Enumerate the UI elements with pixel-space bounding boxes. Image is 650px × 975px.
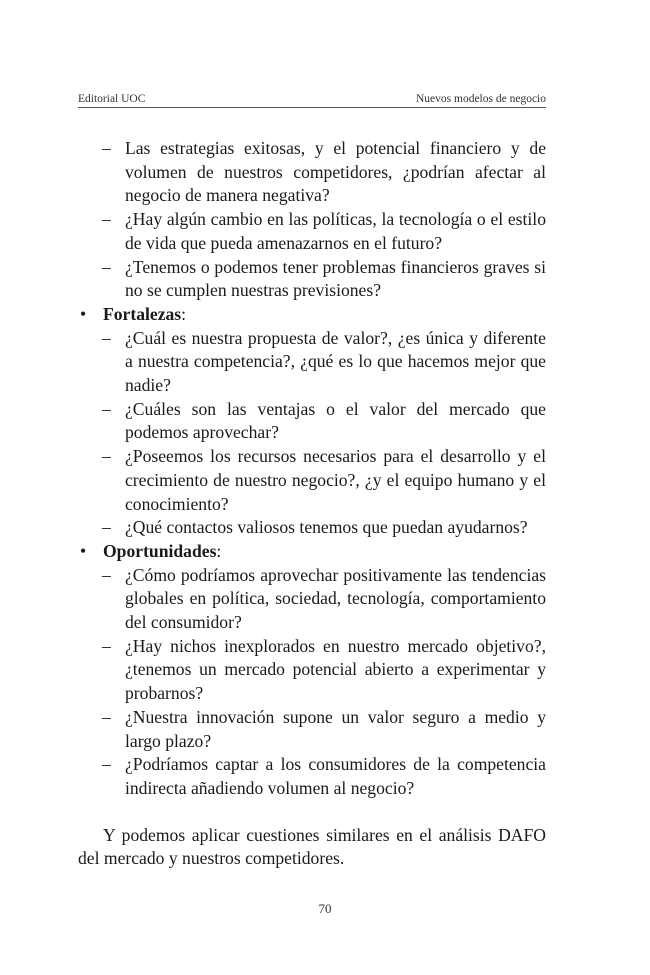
section-oportunidades: [78, 540, 546, 564]
list-item: [78, 753, 546, 800]
section-heading: Fortalezas: [103, 303, 182, 324]
list-item: [78, 635, 546, 706]
heading-suffix: :: [181, 303, 187, 324]
list-item-text: ¿Cuál es nuestra propuesta de valor?, ¿es única y diferente a nuestra competencia?, ¿qué es lo que hacemos mejor que nadie?: [125, 327, 546, 396]
dash-marker: –: [102, 754, 111, 775]
dash-marker: –: [102, 517, 111, 538]
list-item: [78, 564, 546, 635]
list-item: [78, 327, 546, 398]
dash-marker: –: [102, 706, 111, 727]
list-item-text: ¿Hay nichos inexplorados en nuestro mercado objetivo?, ¿tenemos un mercado potencial abierto a experimentar y probarnos?: [125, 635, 546, 704]
list-item-text: ¿Poseemos los recursos necesarios para el desarrollo y el crecimiento de nuestro negocio?, ¿y el equipo humano y el conocimiento?: [125, 446, 546, 514]
list-item-text: ¿Qué contactos valiosos tenemos que puedan ayudarnos?: [125, 517, 528, 538]
list-item-text: Las estrategias exitosas, y el potencial financiero y de volumen de nuestros competidores, ¿podrían afectar al negocio de manera negativa?: [125, 138, 546, 206]
list-item-text: ¿Podríamos captar a los consumidores de la competencia indirecta añadiendo volumen al negocio?: [125, 754, 546, 798]
closing-paragraph: Y podemos aplicar cuestiones similares en el análisis DAFO del mercado y nuestros competidores.: [78, 824, 546, 869]
section-fortalezas: [78, 303, 546, 327]
dash-marker: –: [102, 398, 111, 419]
header-publisher: Editorial UOC: [78, 93, 146, 105]
bullet-marker: •: [80, 540, 87, 561]
dash-marker: –: [102, 446, 111, 467]
list-item: [78, 137, 546, 208]
bullet-marker: •: [80, 303, 87, 324]
list-item: [78, 445, 546, 516]
heading-suffix: :: [216, 540, 222, 561]
header-rule: [78, 107, 546, 108]
dash-marker: –: [102, 564, 111, 585]
list-item-text: ¿Hay algún cambio en las políticas, la tecnología o el estilo de vida que pueda amenazarnos en el futuro?: [125, 209, 546, 253]
list-item-text: ¿Cómo podríamos aprovechar positivamente las tendencias globales en política, sociedad, tecnología, comportamiento del consumidor?: [125, 564, 546, 633]
running-header: [78, 93, 546, 105]
section-heading: Oportunidades: [103, 540, 217, 561]
page-number: 70: [318, 901, 332, 916]
dash-marker: –: [102, 209, 111, 230]
dash-marker: –: [102, 635, 111, 656]
list-item: [78, 208, 546, 255]
list-item: [78, 516, 546, 540]
list-item-text: ¿Tenemos o podemos tener problemas financieros graves si no se cumplen nuestras previsiones?: [125, 256, 546, 301]
dash-marker: –: [102, 327, 111, 348]
list-item: [78, 398, 546, 445]
list-item-text: ¿Cuáles son las ventajas o el valor del mercado que podemos aprovechar?: [125, 398, 546, 443]
dash-marker: –: [102, 256, 111, 277]
list-item-text: ¿Nuestra innovación supone un valor seguro a medio y largo plazo?: [125, 706, 546, 751]
list-item: [78, 256, 546, 303]
header-book-title: Nuevos modelos de negocio: [416, 93, 546, 105]
body-text: [78, 137, 546, 889]
list-item: [78, 706, 546, 753]
dash-marker: –: [102, 138, 111, 158]
